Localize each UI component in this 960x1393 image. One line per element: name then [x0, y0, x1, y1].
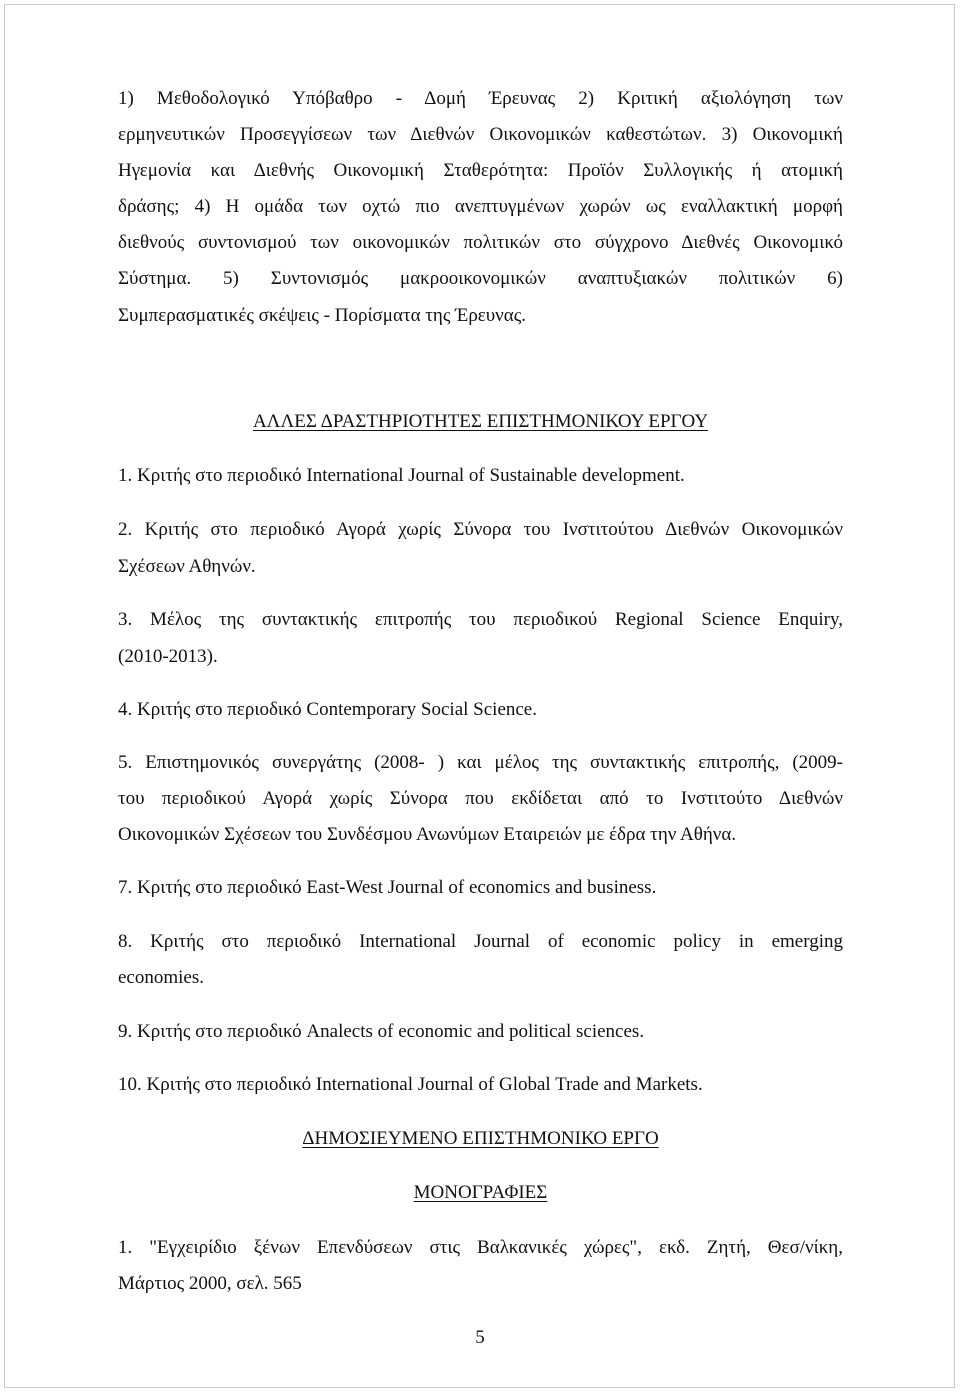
intro-line-3: Ηγεμονία και Διεθνής Οικονομική Σταθερότητα: Προϊόν Συλλογικής ή ατομική — [118, 160, 843, 181]
activity-item-10: 10. Κριτής στο περιοδικό International Journal of Global Trade and Markets. — [118, 1074, 703, 1095]
intro-line-5: διεθνούς συντονισμού των οικονομικών πολιτικών στο σύγχρονο Διεθνές Οικονομικό — [118, 232, 843, 253]
intro-line-6: Σύστημα. 5) Συντονισμός μακροοικονομικών αναπτυξιακών πολιτικών 6) — [118, 268, 843, 289]
page-number: 5 — [475, 1327, 485, 1348]
monograph-item-1-line-1: 1. "Εγχειρίδιο ξένων Επενδύσεων στις Βαλκανικές χώρες", εκδ. Ζητή, Θεσ/νίκη, — [118, 1237, 843, 1258]
activity-item-1: 1. Κριτής στο περιοδικό International Journal of Sustainable development. — [118, 465, 685, 486]
activity-item-2-line-1: 2. Κριτής στο περιοδικό Αγορά χωρίς Σύνορα του Ινστιτούτου Διεθνών Οικονομικών — [118, 519, 843, 540]
intro-line-1: 1) Μεθοδολογικό Υπόβαθρο - Δομή Έρευνας 2) Κριτική αξιολόγηση των — [118, 88, 843, 109]
intro-line-2: ερμηνευτικών Προσεγγίσεων των Διεθνών Οικονομικών καθεστώτων. 3) Οικονομική — [118, 124, 843, 145]
activity-item-4: 4. Κριτής στο περιοδικό Contemporary Social Science. — [118, 699, 537, 720]
activity-item-8-line-1: 8. Κριτής στο περιοδικό International Journal of economic policy in emerging — [118, 931, 843, 952]
activity-item-7: 7. Κριτής στο περιοδικό East-West Journal of economics and business. — [118, 877, 657, 898]
activity-item-3-line-1: 3. Μέλος της συντακτικής επιτροπής του περιοδικού Regional Science Enquiry, — [118, 609, 843, 630]
activity-item-8-line-2: economies. — [118, 967, 205, 988]
activity-item-5-line-1: 5. Επιστημονικός συνεργάτης (2008- ) και μέλος της συντακτικής επιτροπής, (2009- — [118, 752, 843, 773]
subheading-monographs: ΜΟΝΟΓΡΑΦΙΕΣ — [413, 1182, 548, 1203]
activity-item-5-line-2: του περιοδικού Αγορά χωρίς Σύνορα που εκδίδεται από το Ινστιτούτο Διεθνών — [118, 788, 843, 809]
activity-item-5-line-3: Οικονομικών Σχέσεων του Συνδέσμου Ανωνύμων Εταιρειών με έδρα την Αθήνα. — [118, 824, 737, 845]
intro-line-4: δράσης; 4) Η ομάδα των οχτώ πιο ανεπτυγμένων χωρών ως εναλλακτική μορφή — [118, 196, 843, 217]
intro-line-7: Συμπερασματικές σκέψεις - Πορίσματα της Έρευνας. — [118, 305, 526, 326]
section-heading-published-work: ΔΗΜΟΣΙΕΥΜΕΝΟ ΕΠΙΣΤΗΜΟΝΙΚΟ ΕΡΓΟ — [302, 1128, 659, 1149]
activity-item-2-line-2: Σχέσεων Αθηνών. — [118, 556, 256, 577]
activity-item-3-line-2: (2010-2013). — [118, 646, 218, 667]
section-heading-other-activities: ΑΛΛΕΣ ΔΡΑΣΤΗΡΙΟΤΗΤΕΣ ΕΠΙΣΤΗΜΟΝΙΚΟΥ ΕΡΓΟΥ — [252, 411, 709, 432]
monograph-item-1-line-2: Μάρτιος 2000, σελ. 565 — [118, 1273, 302, 1294]
activity-item-9: 9. Κριτής στο περιοδικό Analects of economic and political sciences. — [118, 1021, 645, 1042]
